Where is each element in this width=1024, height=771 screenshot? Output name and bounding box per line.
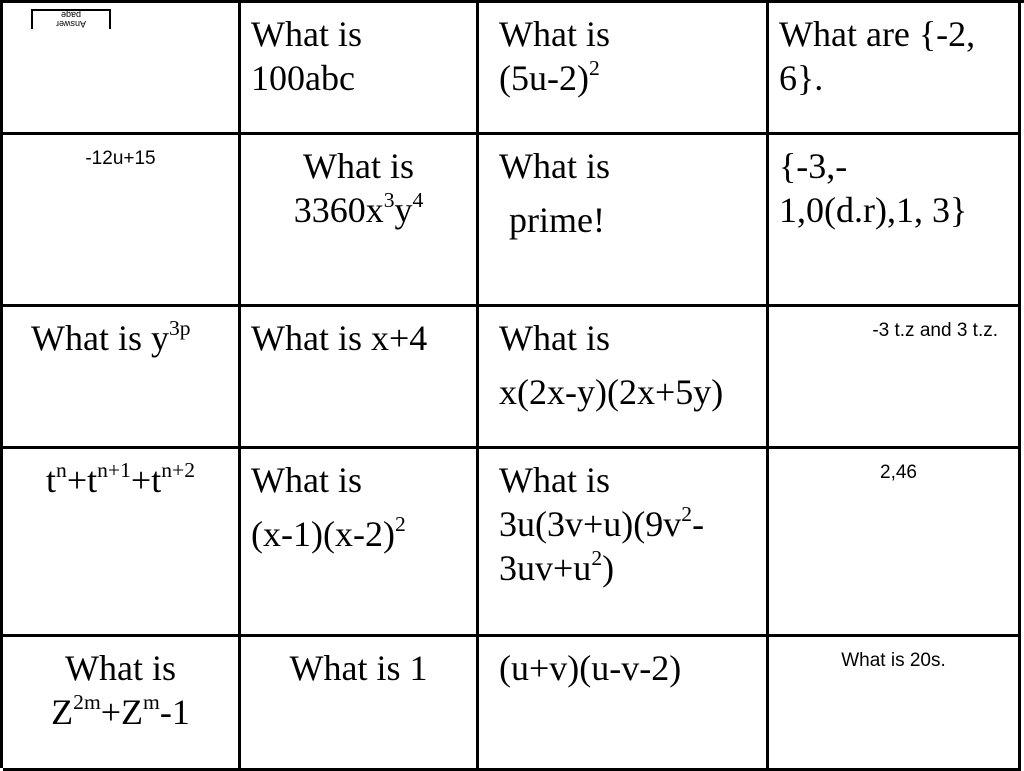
cell-r1-c4 xyxy=(769,3,1021,135)
cell-r3-c3 xyxy=(479,307,769,449)
cell-r3-c3-line1: What is xyxy=(499,318,610,358)
cell-r4-c2-line1: What is xyxy=(251,460,362,500)
cell-r4-c4-text: 2,46 xyxy=(880,462,917,483)
cell-r4-c4 xyxy=(769,449,1021,637)
cell-r2-c4-line2: 1,0(d.r),1, 3} xyxy=(779,189,968,230)
cell-r1-c3-line1: What is xyxy=(499,14,610,54)
cell-r2-c2-line1: What is xyxy=(303,146,414,186)
cell-r4-c3 xyxy=(479,449,769,637)
cell-r5-c4-text: What is 20s. xyxy=(841,650,946,671)
cell-r1-c2 xyxy=(241,3,479,135)
cell-r3-c2-text: What is x+4 xyxy=(251,318,428,358)
cell-r3-c4-text: -3 t.z and 3 t.z. xyxy=(872,320,998,341)
cell-r2-c2 xyxy=(241,135,479,307)
cell-r1-c2-line1: What is xyxy=(251,14,362,54)
cell-r2-c4-line1: {-3,- xyxy=(779,146,848,186)
cell-r4-c3-line2: $3u(3v+u)(9v^2-$ xyxy=(499,501,705,544)
cell-r3-c4 xyxy=(769,307,1021,449)
cell-r4-c2 xyxy=(241,449,479,637)
cell-r1-c3 xyxy=(479,3,769,135)
answer-page-tab[interactable] xyxy=(31,9,111,29)
cell-r4-c2-line2: $(x-1)(x-2)^2$ xyxy=(251,511,406,554)
cell-r1-c3-line2: $(5u-2)^2$ xyxy=(499,55,600,98)
cell-r3-c3-line2: x(2x-y)(2x+5y) xyxy=(499,371,724,412)
cell-r5-c3 xyxy=(479,637,769,771)
cell-r5-c4 xyxy=(769,637,1021,771)
cell-r3-c2 xyxy=(241,307,479,449)
cell-r2-c3 xyxy=(479,135,769,307)
cell-r5-c2-text: What is 1 xyxy=(289,648,428,688)
cell-r5-c2 xyxy=(241,637,479,771)
cell-r4-c3-line1: What is xyxy=(499,460,610,500)
cell-r1-c2-line2: 100abc xyxy=(251,57,355,98)
cell-r5-c1-line2: $Z^{2m}+Z^m-1$ xyxy=(51,689,190,732)
cell-r5-c1-line1: What is xyxy=(65,648,176,688)
cell-r4-c1-text: $t^n+t^{n+1}+t^{n+2}$ xyxy=(46,457,195,500)
cell-r5-c3-text: (u+v)(u-v-2) xyxy=(499,648,682,688)
cell-r5-c1 xyxy=(3,637,241,771)
cell-r1-c1 xyxy=(3,3,241,135)
cell-r2-c2-line2: $3360x^3y^4$ xyxy=(293,187,424,230)
cell-r2-c1 xyxy=(3,135,241,307)
cell-r2-c3-line2: prime! xyxy=(509,199,605,240)
cell-r2-c1-text: -12u+15 xyxy=(85,148,156,169)
cell-r2-c3-line1: What is xyxy=(499,146,610,186)
cell-r1-c4-line2: 6}. xyxy=(779,57,824,98)
cell-r3-c1-text: What is $y^{3p}$ xyxy=(31,315,191,358)
answer-tab-line2: page xyxy=(60,10,82,20)
cell-r2-c4 xyxy=(769,135,1021,307)
cell-r4-c3-line3: $3uv+u^2$) xyxy=(499,545,615,588)
cell-r3-c1 xyxy=(3,307,241,449)
cell-r4-c1 xyxy=(3,449,241,637)
answer-tab-line1: Answer xyxy=(56,19,87,29)
cell-r1-c4-line1: What are {-2, xyxy=(779,14,976,54)
